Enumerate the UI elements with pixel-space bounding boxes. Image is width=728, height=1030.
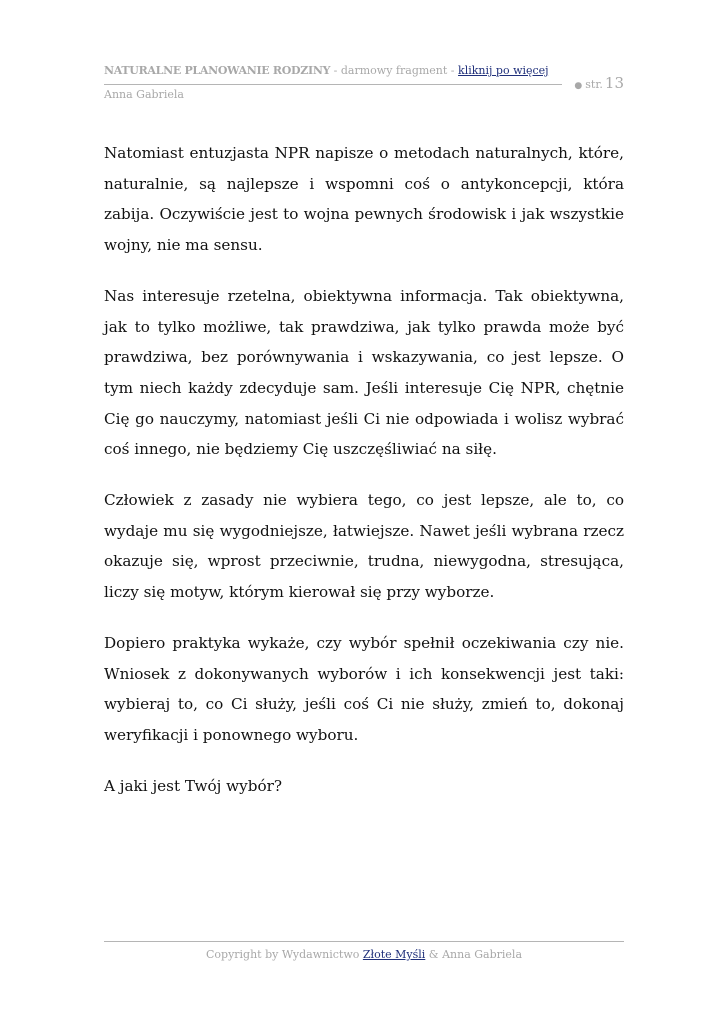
header-separator: -: [330, 64, 341, 77]
page-footer: [0, 948, 728, 961]
paragraph: Dopiero praktyka wykaże, czy wybór spełnił oczekiwania czy nie. Wniosek z dokonywanych wyborów i ich konsekwencji jest taki: wybieraj to, co Ci służy, jeśli coś Ci nie służy, zmień to, dokonaj weryfikacji i ponownego wyboru.: [104, 633, 624, 744]
paragraph: Człowiek z zasady nie wybiera tego, co jest lepsze, ale to, co wydaje mu się wygodniejsze, łatwiejsze. Nawet jeśli wybrana rzecz okazuje się, wprost przeciwnie, trudna, niewygodna, stresująca, liczy się motyw, którym kierował się przy wyborze.: [104, 491, 624, 602]
paragraph: A jaki jest Twój wybór?: [104, 776, 282, 795]
page-header: [104, 64, 624, 101]
more-link[interactable]: kliknij po więcej: [458, 64, 549, 77]
header-author: Anna Gabriela: [104, 88, 184, 101]
page-number-value: 13: [604, 74, 624, 92]
header-divider: [104, 84, 562, 85]
header-subtitle: darmowy fragment: [340, 64, 448, 77]
header-separator-2: -: [447, 64, 459, 77]
page-label: str.: [585, 78, 603, 91]
header-line: [104, 64, 624, 78]
footer-divider: [104, 941, 624, 942]
bullet-icon: ●: [574, 81, 583, 91]
body-text: [104, 138, 624, 821]
publisher-link[interactable]: Złote Myśli: [362, 948, 426, 961]
paragraph: Nas interesuje rzetelna, obiektywna informacja. Tak obiektywna, jak to tylko możliwe, tak prawdziwa, jak tylko prawda może być prawdziwa, bez porównywania i wskazywania, co jest lepsze. O tym niech każdy zdecyduje sam. Jeśli interesuje Cię NPR, chętnie Cię go nauczymy, natomiast jeśli Ci nie odpowiada i wolisz wybrać coś innego, nie będziemy Cię uszczęśliwiać na siłę.: [104, 286, 624, 459]
document-title: NATURALNE PLANOWANIE RODZINY: [104, 64, 331, 77]
paragraph: Natomiast entuzjasta NPR napisze o metodach naturalnych, które, naturalnie, są najlepsze i wspomni coś o antykoncepcji, która zabija. Oczywiście jest to wojna pewnych środowisk i jak wszystkie wojny, nie ma sensu.: [104, 144, 624, 255]
footer-suffix: & Anna Gabriela: [425, 948, 522, 961]
page-number: [574, 74, 624, 92]
footer-prefix: Copyright by Wydawnictwo: [205, 948, 363, 961]
